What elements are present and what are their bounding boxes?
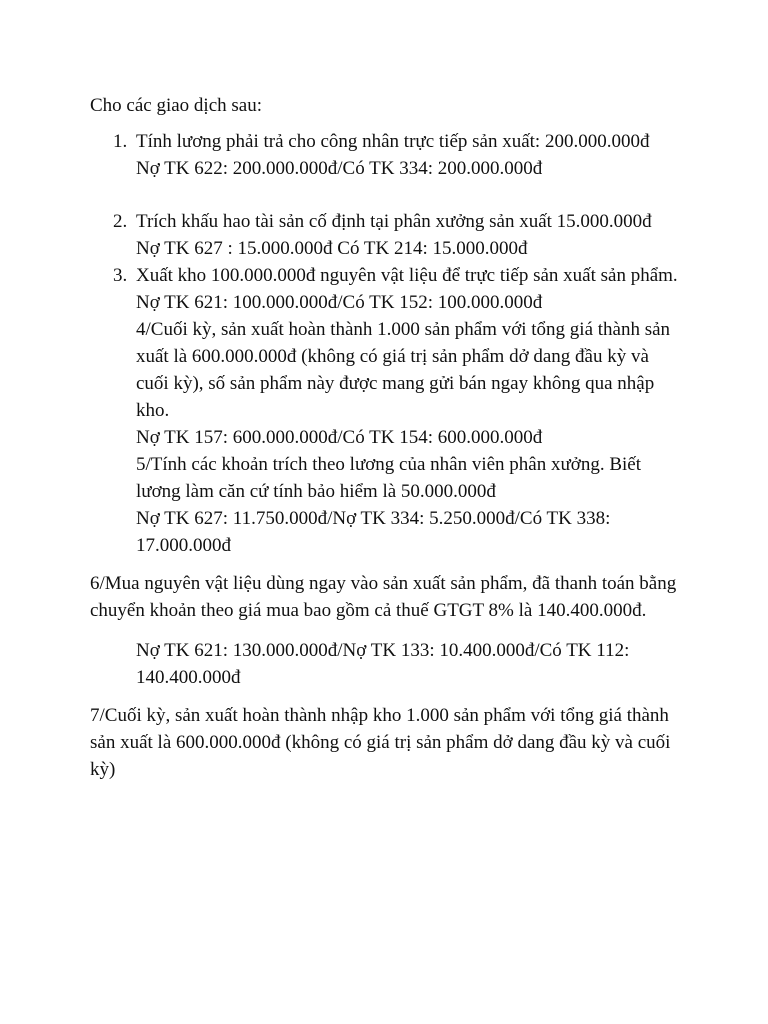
list-number: 2. [113, 211, 128, 232]
journal-entry: Nợ TK 622: 200.000.000đ/Có TK 334: 200.000.000đ [136, 158, 543, 179]
journal-entry: Nợ TK 621: 100.000.000đ/Có TK 152: 100.000.000đ [136, 292, 543, 313]
journal-entry: Nợ TK 627: 11.750.000đ/Nợ TK 334: 5.250.000đ/Có TK 338: 17.000.000đ [136, 508, 611, 556]
list-item-2 [90, 208, 680, 262]
transaction-description: 5/Tính các khoản trích theo lương của nhân viên phân xưởng. Biết lương làm căn cứ tính bảo hiểm là 50.000.000đ [136, 454, 642, 502]
transaction-list [90, 128, 680, 559]
transaction-description: Xuất kho 100.000.000đ nguyên vật liệu để trực tiếp sản xuất sản phẩm. [136, 265, 678, 286]
journal-entry: Nợ TK 157: 600.000.000đ/Có TK 154: 600.000.000đ [136, 427, 543, 448]
transaction-description: 4/Cuối kỳ, sản xuất hoàn thành 1.000 sản phẩm với tổng giá thành sản xuất là 600.000.000đ (không có giá trị sản phẩm dở dang đầu kỳ và cuối kỳ), số sản phẩm này được mang gửi bán ngay không qua nhập kho. [136, 319, 671, 421]
list-number: 3. [113, 265, 128, 286]
transaction-6-entry: Nợ TK 621: 130.000.000đ/Nợ TK 133: 10.400.000đ/Có TK 112: 140.400.000đ [136, 640, 630, 688]
intro-text: Cho các giao dịch sau: [90, 95, 263, 116]
list-item-1 [90, 128, 680, 182]
document-page [90, 92, 680, 783]
transaction-6-description: 6/Mua nguyên vật liệu dùng ngay vào sản xuất sản phẩm, đã thanh toán bằng chuyển khoản theo giá mua bao gồm cả thuế GTGT 8% là 140.400.000đ. [90, 573, 677, 621]
journal-entry: Nợ TK 627 : 15.000.000đ Có TK 214: 15.000.000đ [136, 238, 528, 259]
transaction-description: Trích khấu hao tài sản cố định tại phân xưởng sản xuất 15.000.000đ [136, 211, 652, 232]
list-number: 1. [113, 131, 128, 152]
transaction-7-description: 7/Cuối kỳ, sản xuất hoàn thành nhập kho 1.000 sản phẩm với tổng giá thành sản xuất là 600.000.000đ (không có giá trị sản phẩm dở dang đầu kỳ và cuối kỳ) [90, 705, 671, 780]
list-item-3 [90, 262, 680, 559]
transaction-description: Tính lương phải trả cho công nhân trực tiếp sản xuất: 200.000.000đ [136, 131, 650, 152]
